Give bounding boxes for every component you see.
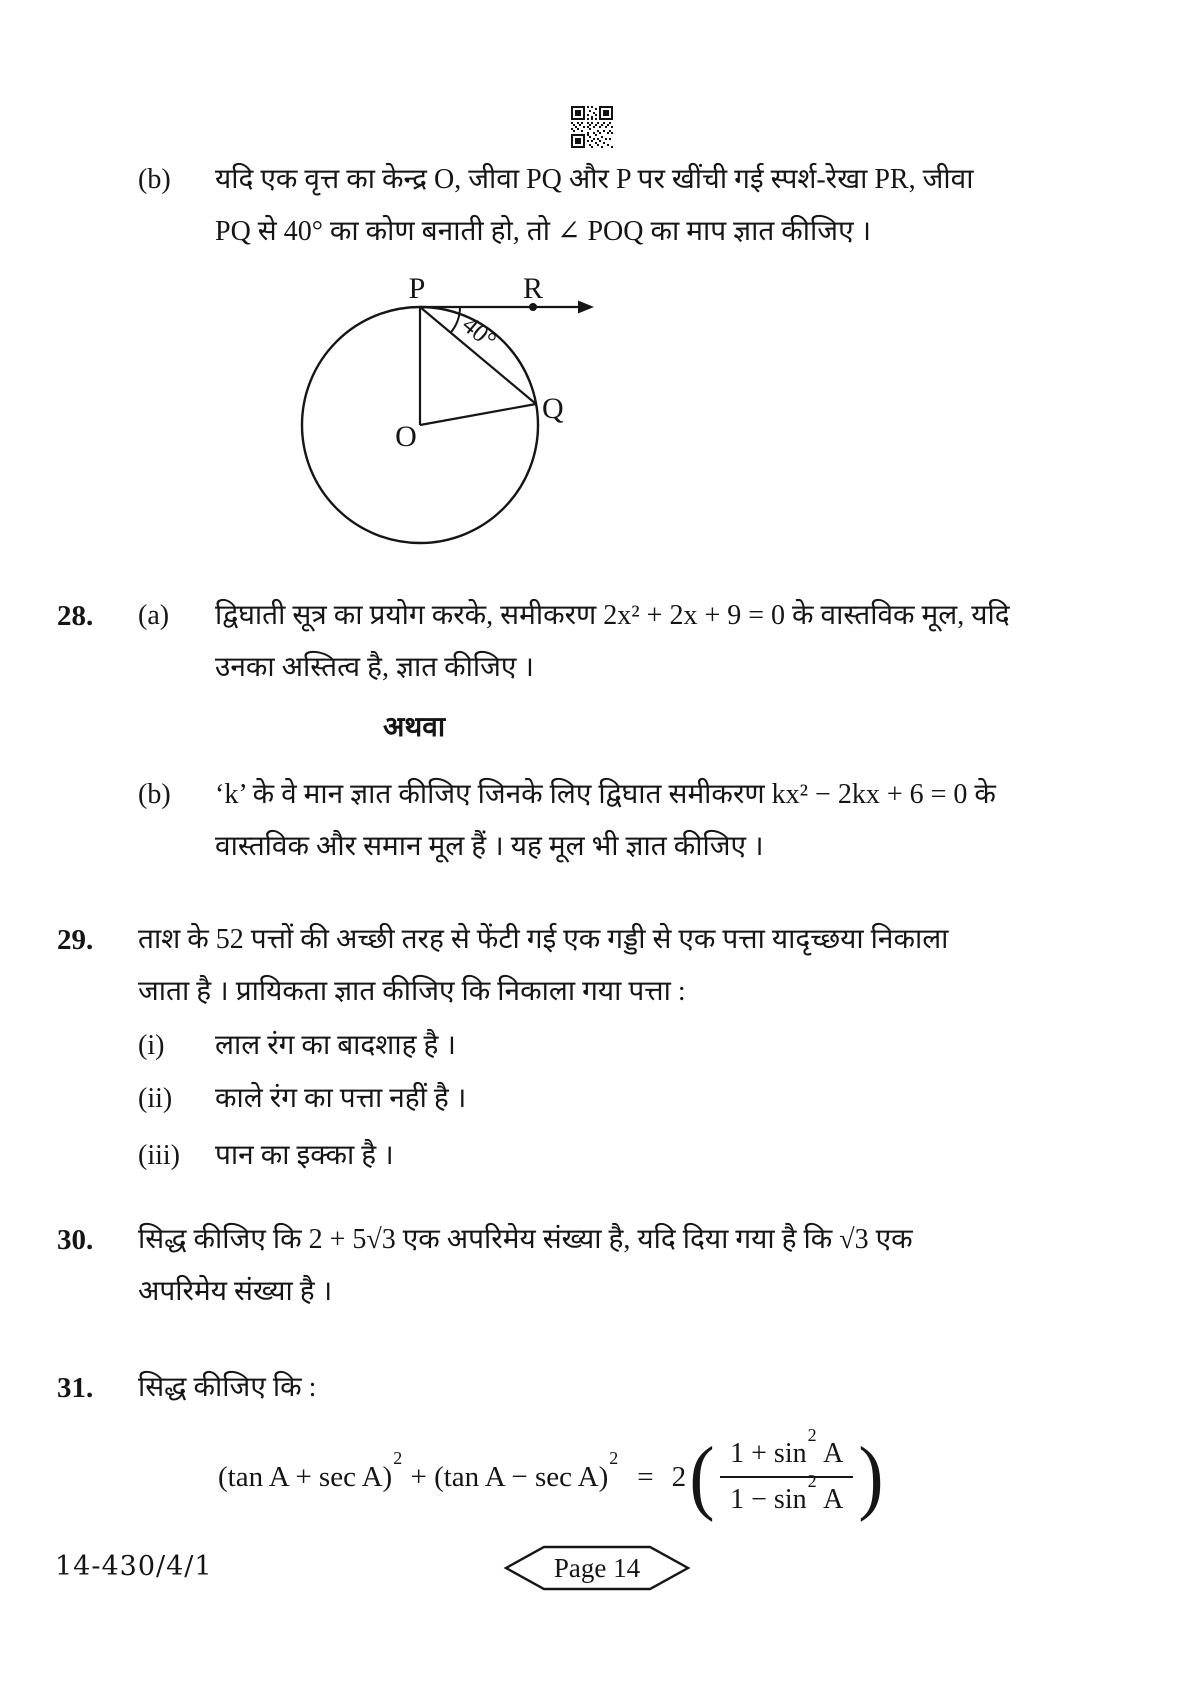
point-label-p: P <box>408 272 426 305</box>
coefficient: 2 <box>671 1460 687 1493</box>
item-text: लाल रंग का बादशाह है । <box>215 1030 456 1061</box>
question-part-label: (b) <box>138 779 171 810</box>
paper-code: 14-430/4/1 <box>55 1551 213 1582</box>
question-line: वास्तविक और समान मूल हैं । यह मूल भी ज्ञात कीजिए । <box>215 831 764 862</box>
item-text: पान का इक्का है । <box>215 1140 394 1171</box>
exponent: 2 <box>807 1424 817 1445</box>
fraction-denominator <box>720 1470 853 1522</box>
item-label: (iii) <box>138 1140 180 1171</box>
item-text: काले रंग का पत्ता नहीं है । <box>215 1083 467 1114</box>
page-number-hexagon <box>503 1544 691 1592</box>
question-number: 30. <box>57 1224 94 1256</box>
exponent: 2 <box>807 1470 817 1491</box>
question-text <box>138 1362 316 1414</box>
point-label-q: Q <box>542 392 564 425</box>
equation-lhs <box>218 1447 619 1494</box>
numerator-term: 1 + sin <box>730 1438 807 1469</box>
question-line: ‘k’ के वे मान ज्ञात कीजिए जिनके लिए द्विघात समीकरण kx² − 2kx + 6 = 0 के <box>215 779 996 810</box>
arrowhead <box>578 301 594 314</box>
page-number-label: Page 14 <box>553 1553 641 1583</box>
question-line: उनका अस्तित्व है, ज्ञात कीजिए । <box>215 652 535 683</box>
item-label: (ii) <box>138 1083 173 1114</box>
circle-diagram-graphic <box>250 250 610 550</box>
point-label-r: R <box>522 272 544 305</box>
question-line: द्विघाती सूत्र का प्रयोग करके, समीकरण 2x² + 2x + 9 = 0 के वास्तविक मूल, यदि <box>215 600 1010 631</box>
equation-31 <box>218 1424 885 1527</box>
right-paren: ) <box>858 1430 884 1523</box>
qr-code-graphic <box>571 106 613 148</box>
question-part-label: (b) <box>138 164 171 195</box>
question-text <box>215 590 1010 694</box>
angle-label: 40° <box>456 311 502 355</box>
denominator-term: 1 − sin <box>730 1484 807 1515</box>
question-part-label: (a) <box>138 600 170 631</box>
equals-sign: = <box>637 1460 654 1493</box>
question-line: जाता है । प्रायिकता ज्ञात कीजिए कि निकाला गया पत्ता : <box>138 976 686 1007</box>
question-text <box>215 154 973 258</box>
point-label-o: O <box>395 420 417 453</box>
exponent: 2 <box>393 1447 403 1468</box>
question-line: PQ से 40° का कोण बनाती हो, तो ∠ POQ का माप ज्ञात कीजिए । <box>215 216 872 247</box>
item-label: (i) <box>138 1030 165 1061</box>
page-number-badge <box>503 1544 691 1597</box>
question-number: 28. <box>57 600 94 632</box>
left-paren: ( <box>689 1430 715 1523</box>
fraction <box>720 1424 853 1522</box>
question-text <box>215 769 996 873</box>
denominator-term: A <box>817 1484 844 1515</box>
question-text <box>138 1214 913 1318</box>
equation-term: + (tan A − sec A) <box>403 1460 609 1493</box>
numerator-term: A <box>817 1438 844 1469</box>
exponent: 2 <box>609 1447 619 1468</box>
question-line: सिद्ध कीजिए कि : <box>138 1372 317 1403</box>
radius-oq <box>420 404 536 425</box>
circle-diagram <box>250 250 610 555</box>
equation-term: (tan A + sec A) <box>218 1460 393 1493</box>
qr-code-icon <box>571 106 613 153</box>
question-line: ताश के 52 पत्तों की अच्छी तरह से फेंटी गई एक गड्डी से एक पत्ता यादृच्छया निकाला <box>138 924 949 955</box>
question-number: 31. <box>57 1372 94 1404</box>
question-number: 29. <box>57 924 94 956</box>
question-text <box>138 914 948 1018</box>
question-line: अपरिमेय संख्या है । <box>138 1276 333 1307</box>
question-line: यदि एक वृत्त का केन्द्र O, जीवा PQ और P पर खींची गई स्पर्श-रेखा PR, जीवा <box>215 164 974 195</box>
fraction-numerator <box>720 1424 853 1478</box>
question-line: सिद्ध कीजिए कि 2 + 5√3 एक अपरिमेय संख्या है, यदि दिया गया है कि √3 एक <box>138 1224 913 1255</box>
or-heading: अथवा <box>383 712 446 743</box>
